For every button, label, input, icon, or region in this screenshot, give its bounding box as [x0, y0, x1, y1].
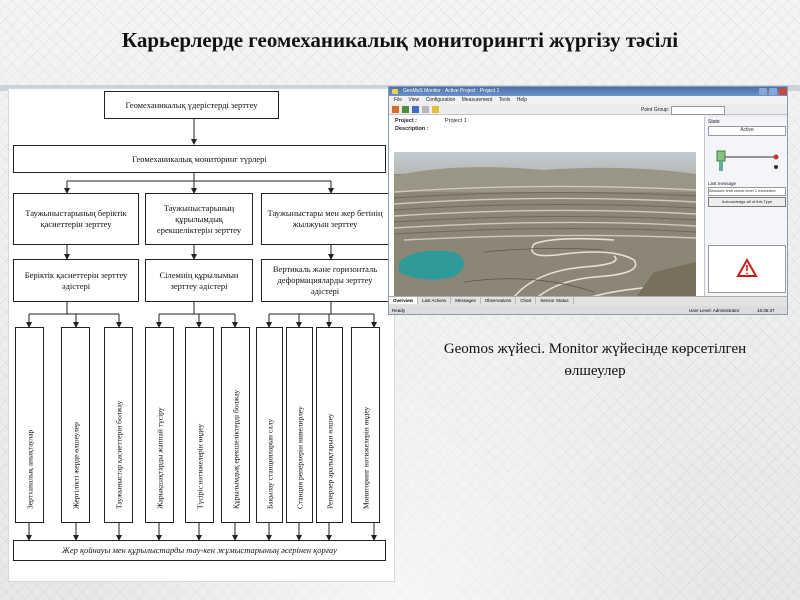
last-message-value: Absolute limit check level 1 exceeded — [708, 187, 786, 196]
acknowledge-button[interactable]: Acknowledge all of this Type — [708, 197, 786, 207]
menu-measurement[interactable]: Measurement — [461, 97, 493, 103]
tab-observations[interactable]: Observations — [481, 297, 517, 304]
status-user-level: User Level: Administrator — [689, 308, 740, 313]
flow-vbox-leveling — [286, 327, 313, 523]
close-icon[interactable] — [779, 88, 787, 95]
window-title: GeoMoS Monitor · Active Project : Project 1 — [403, 88, 500, 94]
flow-vbox-label: Станция реперлерін нивелирлеу — [295, 406, 304, 509]
bottom-tab-bar — [389, 296, 788, 306]
menu-bar — [389, 96, 788, 104]
flow-vbox-label: Бақылау станцияларын салу — [265, 418, 274, 509]
flow-vbox-label: Жарықшақтарды жаппай түсіру — [155, 407, 164, 509]
flow-box-strength-methods: Беріктік қасиеттерін зерттеу әдістері — [13, 259, 139, 302]
screenshot-caption: Geomos жүйесі. Monitor жүйесінде көрсетілген өлшеулер — [443, 341, 747, 379]
toolbar-icon[interactable] — [432, 106, 439, 113]
flow-box-strength-study: Таужыныстарының беріктік қасиеттерін зерттеу — [13, 193, 139, 245]
status-bar — [389, 306, 788, 315]
flow-vbox-label: Таужыныстар қасиеттерін болжау — [114, 400, 123, 509]
tab-overview[interactable]: Overview — [389, 297, 418, 304]
state-panel — [704, 117, 787, 307]
tab-messages[interactable]: Messages — [451, 297, 481, 304]
slide-title: Карьерлерде геомеханикалық мониторингті жүргізу тәсілі — [121, 28, 679, 52]
flow-box-structure-study: Таужыныстарының құрылымдық ерекшеліктерін зерттеу — [145, 193, 253, 245]
flow-vbox-label: Зертханалық анықтаулар — [25, 429, 34, 509]
point-group-select[interactable] — [671, 106, 725, 115]
project-value: Project 1 — [445, 118, 467, 124]
tab-last-actions[interactable]: Last Actions — [418, 297, 451, 304]
status-time: 16:36:37 — [757, 308, 775, 313]
flow-box-protection-goal: Жер қойнауы мен құрылыстарды тау-кен жұмыстарының әсерінен қорғау — [13, 540, 386, 561]
menu-help[interactable]: Help — [516, 97, 528, 103]
flow-vbox-field-measurements — [61, 327, 90, 523]
flow-box-geomechanical-processes: Геомеханикалық үдерістерді зерттеу — [104, 91, 279, 119]
menu-file[interactable]: File — [394, 97, 403, 103]
flow-vbox-distance-measure — [316, 327, 343, 523]
window-titlebar — [389, 87, 788, 96]
app-icon — [392, 89, 398, 94]
state-label: State — [708, 119, 720, 125]
maximize-icon[interactable] — [769, 88, 777, 95]
description-label: Description : — [395, 126, 429, 132]
flow-vbox-label: Жергілікті жерде өлшеулер — [71, 422, 80, 509]
total-station-icon — [717, 151, 725, 161]
flow-box-deformation-methods: Вертикаль және горизонталь деформацияларды зерттеу әдістері — [261, 259, 389, 302]
flow-vbox-fracture-survey — [145, 327, 174, 523]
flow-vbox-label: Құрылымдық ерекшеліктерді болжау — [231, 389, 240, 509]
flow-vbox-survey-processing — [185, 327, 214, 523]
tab-chart[interactable]: Chart — [516, 297, 536, 304]
menu-view[interactable]: View — [408, 97, 420, 103]
flow-vbox-lab-tests — [15, 327, 44, 523]
open-pit-mine-photo — [394, 133, 696, 315]
flow-box-structure-methods: Сілемнің құрылымын зерттеу әдістері — [145, 259, 253, 302]
minimize-icon[interactable] — [759, 88, 767, 95]
flow-vbox-station-setup — [256, 327, 283, 523]
flow-vbox-label: Мониторинг нәтижелерін өңдеу — [361, 406, 370, 509]
alarm-panel — [708, 245, 786, 293]
tab-sensor-status[interactable]: Sensor Status — [536, 297, 573, 304]
status-dot-icon — [774, 155, 779, 160]
toolbar-icon[interactable] — [402, 106, 409, 113]
toolbar-icon[interactable] — [412, 106, 419, 113]
state-value: Active — [708, 126, 786, 136]
flow-vbox-label: Реперлер аралықтарын өлшеу — [325, 413, 334, 509]
toolbar-icon[interactable] — [422, 106, 429, 113]
flow-vbox-property-forecast — [104, 327, 133, 523]
monitoring-flowchart — [8, 88, 395, 582]
toolbar-icon[interactable] — [392, 106, 399, 113]
flow-box-monitoring-types: Геомеханикалық мониторинг түрлері — [13, 145, 386, 173]
project-label: Project : — [395, 118, 418, 124]
flow-vbox-label: Түсіріс нәтижелерін өңдеу — [195, 423, 204, 509]
flow-vbox-structure-forecast — [221, 327, 250, 523]
warning-icon — [709, 246, 785, 292]
last-message-label: Last message — [708, 181, 737, 186]
menu-tools[interactable]: Tools — [498, 97, 511, 103]
toolbar — [389, 104, 788, 115]
menu-configuration[interactable]: Configuration — [425, 97, 456, 103]
point-group-label: Point Group: — [641, 107, 670, 113]
status-ready: Ready — [392, 308, 406, 313]
sensor-status-graphic — [708, 139, 784, 179]
flow-vbox-monitoring-processing — [351, 327, 380, 523]
flow-box-displacement-study: Таужыныстары мен жер бетінің жылжуын зерттеу — [261, 193, 389, 245]
geomos-monitor-window — [388, 86, 788, 315]
